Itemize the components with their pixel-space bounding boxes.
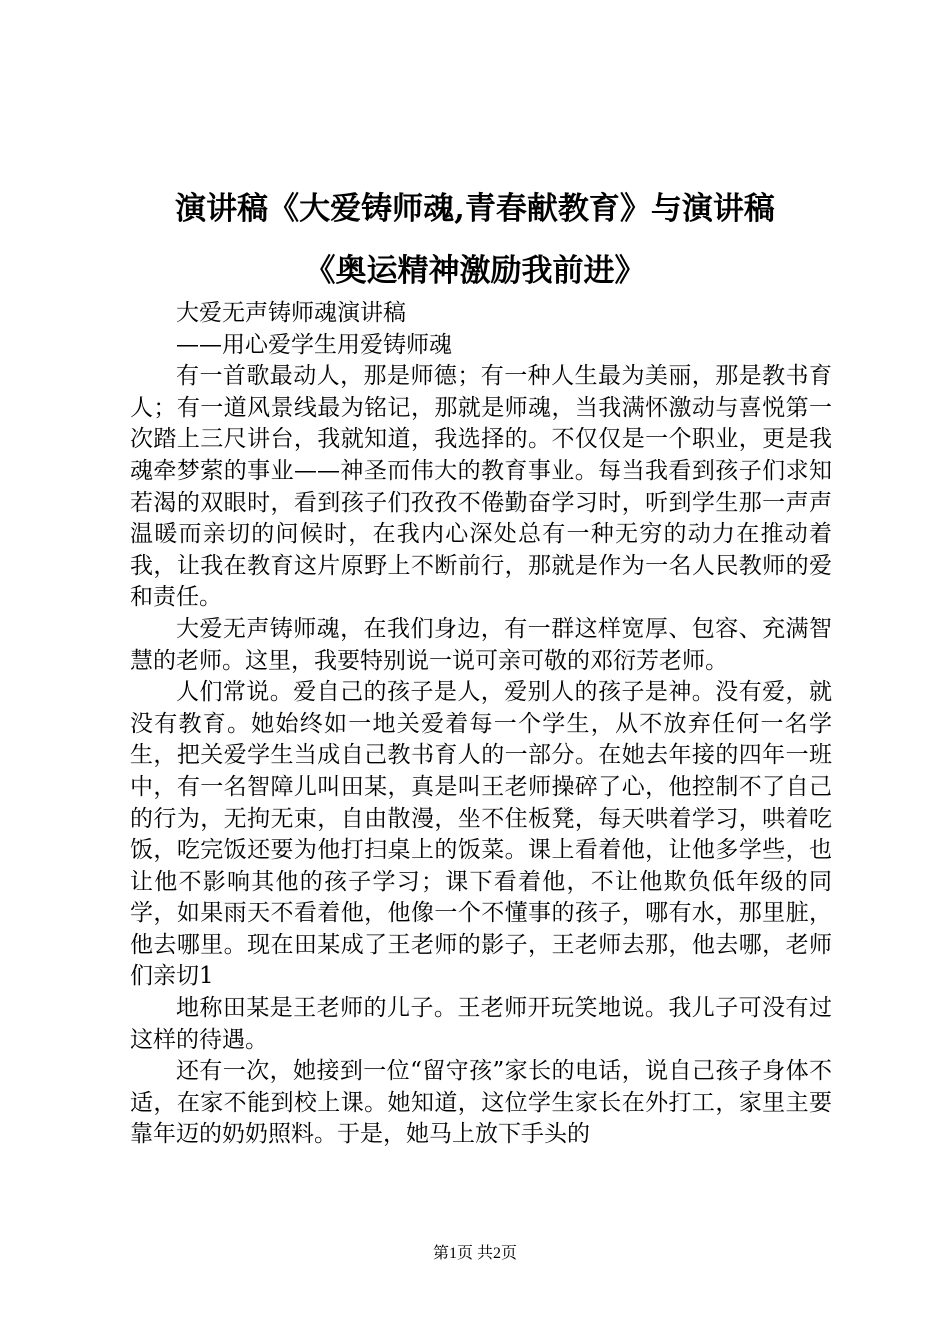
body-paragraph: 大爱无声铸师魂，在我们身边，有一群这样宽厚、包容、充满智慧的老师。这里，我要特别说一说可亲可敬的邓衍芳老师。: [130, 615, 832, 674]
document-title-line-1: 演讲稿《大爱铸师魂,青春献教育》与演讲稿: [175, 191, 775, 227]
speech-subtitle: ——用心爱学生用爱铸师魂: [176, 331, 452, 358]
document-title-line-2: 《奥运精神激励我前进》: [304, 253, 646, 289]
body-paragraph: 还有一次，她接到一位“留守孩”家长的电话，说自己孩子身体不适，在家不能到校上课。她知道，这位学生家长在外打工，家里主要靠年迈的奶奶照料。于是，她马上放下手头的: [130, 1058, 832, 1148]
document-body: [130, 298, 832, 1151]
page-footer: 第1页 共2页: [432, 1245, 517, 1262]
body-paragraph: 人们常说。爱自己的孩子是人，爱别人的孩子是神。没有爱，就没有教育。她始终如一地关爱着每一个学生，从不放弃任何一名学生，把关爱学生当成自己教书育人的一部分。在她去年接的四年一班中，有一名智障儿叫田某，真是叫王老师操碎了心，他控制不了自己的行为，无拘无束，自由散漫，坐不住板凳，每天哄着学习，哄着吃饭，吃完饭还要为他打扫桌上的饭菜。课上看着他，让他多学些，也让他不影响其他的孩子学习；课下看着他，不让他欺负低年级的同学，如果雨天不看着他，他像一个不懂事的孩子，哪有水，那里脏，他去哪里。现在田某成了王老师的影子，王老师去那，他去哪，老师们亲切1: [130, 679, 832, 990]
body-paragraph: 有一首歌最动人，那是师德；有一种人生最为美丽，那是教书育人；有一道风景线最为铭记，那就是师魂，当我满怀激动与喜悦第一次踏上三尺讲台，我就知道，我选择的。不仅仅是一个职业，更是我魂牵梦萦的事业——神圣而伟大的教育事业。每当我看到孩子们求知若渴的双眼时，看到孩子们孜孜不倦勤奋学习时，听到学生那一声声温暖而亲切的问候时，在我内心深处总有一种无穷的动力在推动着我，让我在教育这片原野上不断前行，那就是作为一名人民教师的爱和责任。: [130, 363, 832, 611]
speech-title: 大爱无声铸师魂演讲稿: [176, 300, 406, 326]
body-paragraph: 地称田某是王老师的儿子。王老师开玩笑地说。我儿子可没有过这样的待遇。: [130, 995, 832, 1053]
